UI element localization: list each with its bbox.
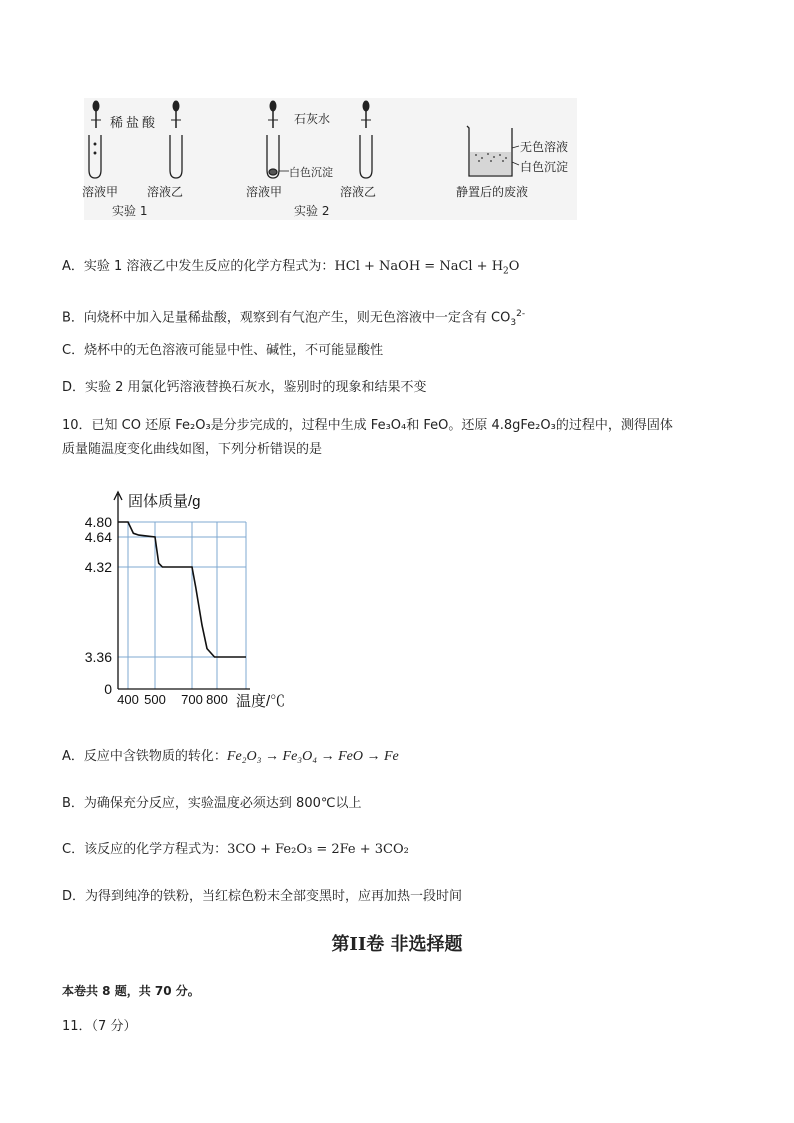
q10-stem-line2: 质量随温度变化曲线如图，下列分析错误的是 [62,442,323,457]
beaker-top-label: 无色溶液 [520,140,569,154]
option-b-q9 [62,305,525,332]
option-a-q9 [62,258,519,281]
option-d-q9: D．实验 2 用氯化钙溶液替换石灰水，鉴别时的现象和结果不变 [62,380,427,395]
dropper-icon [91,101,101,128]
test-tube-icon [267,135,289,178]
tube-label-a-2: 溶液甲 [246,185,283,199]
equation-text: HCl + NaOH = NaCl + H [334,259,504,274]
x-tick-label: 700 [181,692,203,707]
y-tick-label: 4.80 [84,514,112,530]
experiment-label-2: 实验 2 [294,204,330,218]
equation-sub: 2 [503,266,509,277]
experiment-label-1: 实验 1 [112,204,148,218]
option-text: C．该反应的化学方程式为： [62,842,228,857]
option-d-q10: D．为得到纯净的铁粉，当红棕色粉末全部变黑时，应再加热一段时间 [62,889,463,904]
option-text: A．实验 1 溶液乙中发生反应的化学方程式为： [62,259,335,274]
option-c-q9: C．烧杯中的无色溶液可能显中性、碱性，不可能显酸性 [62,343,384,358]
ion-sup: 2- [516,309,526,319]
y-tick-label: 4.32 [84,559,112,575]
chart-grid [118,522,246,689]
equation: 3CO + Fe₂O₃ = 2Fe + 3CO₂ [227,842,409,857]
x-axis-label: 温度/℃ [236,693,286,710]
formula: Fe₂O₃ → Fe₃O₄ → FeO → Fe [226,749,399,764]
reagent-label-hcl: 稀盐酸 [110,116,159,131]
option-b-q10: B．为确保充分反应，实验温度必须达到 800℃以上 [62,796,362,811]
option-a-q10 [62,748,399,766]
equation [334,259,520,277]
equation-end: O [508,259,520,274]
test-tube-icon [360,135,372,178]
section-note: 本卷共 8 题，共 70 分。 [62,984,200,998]
mass-temperature-chart [70,486,300,711]
beaker-icon [467,126,519,176]
y-tick-label: 0 [104,681,112,697]
dropper-icon [361,101,371,128]
test-tube-icon [89,135,101,178]
x-tick-label: 800 [206,692,228,707]
tube-label-b-2: 溶液乙 [340,185,377,199]
y-tick-label: 3.36 [84,649,112,665]
q10-stem-line1: 10．已知 CO 还原 Fe₂O₃是分步完成的，过程中生成 Fe₃O₄和 FeO。还原 4.8gFe₂O₃的过程中，测得固体 [62,418,673,433]
tube-label-b: 溶液乙 [147,185,184,199]
tube-label-a: 溶液甲 [82,185,119,199]
option-c-q10 [62,841,409,859]
x-tick-label: 500 [144,692,166,707]
dropper-icon [268,101,278,128]
ion-sub: 3 [510,317,517,328]
beaker-bottom-label: 白色沉淀 [520,160,569,174]
precipitate-label: 白色沉淀 [289,166,333,179]
experiment-figure [84,98,577,220]
section-title: 第II卷 非选择题 [331,934,463,955]
test-tube-icon [170,135,182,178]
dropper-icon [171,101,181,128]
y-axis-label: 固体质量/g [128,493,201,510]
question-11: 11．（7 分） [62,1019,137,1034]
x-tick-label: 400 [117,692,139,707]
beaker-caption: 静置后的废液 [456,185,529,199]
mass-curve [118,522,246,657]
y-tick-label: 4.64 [84,529,112,545]
option-text: A．反应中含铁物质的转化： [62,749,227,764]
option-text: B．向烧杯中加入足量稀盐酸，观察到有气泡产生，则无色溶液中一定含有 CO [62,310,511,326]
reagent-label-limewater: 石灰水 [294,112,331,126]
